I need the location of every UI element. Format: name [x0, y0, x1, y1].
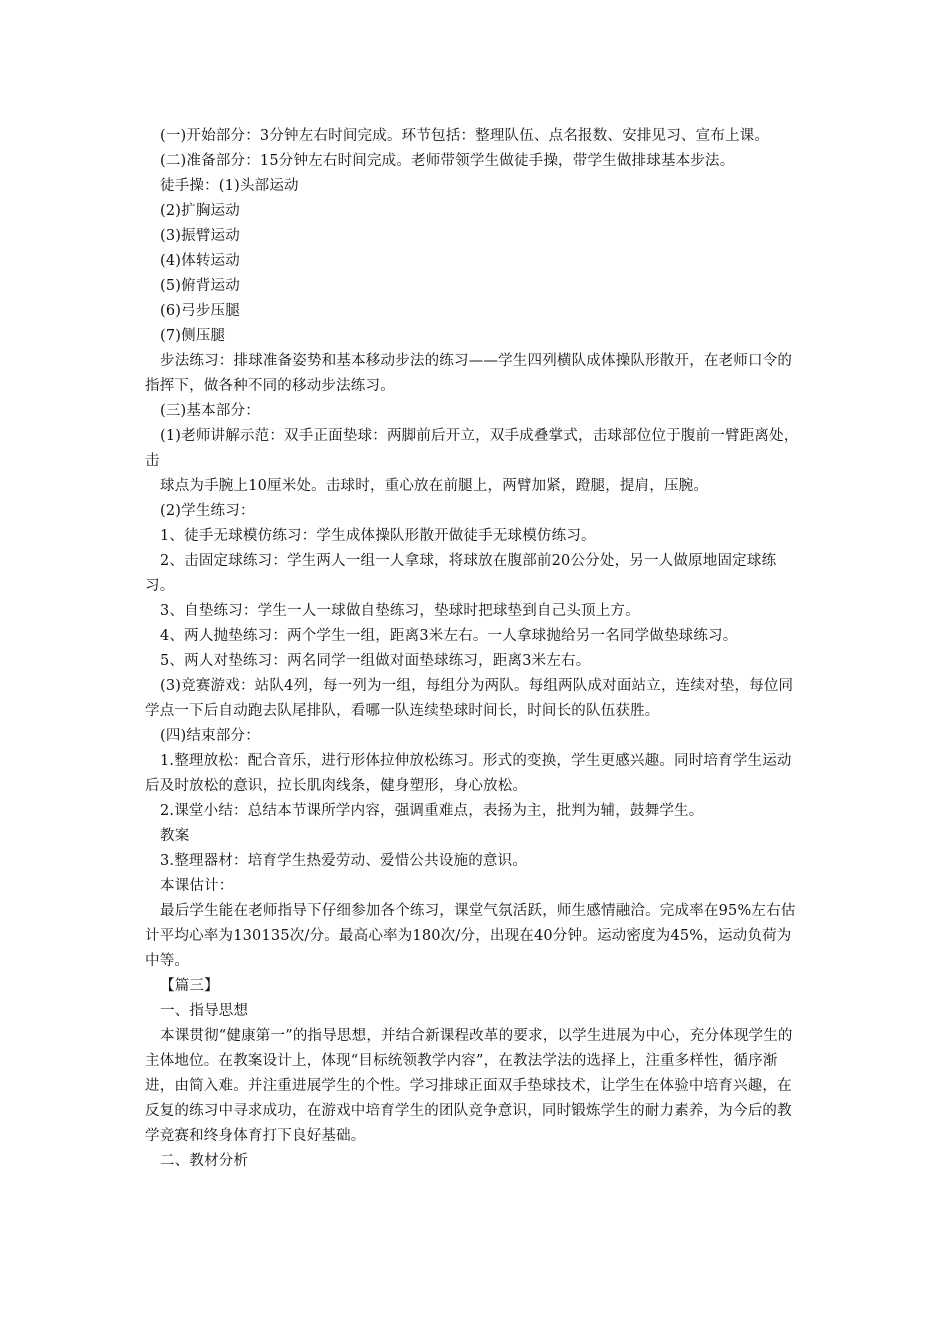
paragraph-competition-game: (3)竞赛游戏：站队4列，每一列为一组，每组分为两队。每组两队成对面站立，连续对垫，每位同学点一下后自动跑去队尾排队，看哪一队连续垫球时间长，时间长的队伍获胜。: [145, 678, 794, 719]
paragraph-equipment: 3.整理器材：培育学生热爱劳动、爱惜公共设施的意识。: [160, 853, 528, 869]
section-heading-part-three: 【篇三】: [160, 978, 219, 994]
paragraph-calisthenics-7: (7)侧压腿: [160, 328, 226, 344]
paragraph-calisthenics-5: (5)俯背运动: [160, 278, 240, 294]
paragraph-summary: 2.课堂小结：总结本节课所学内容，强调重难点，表扬为主，批判为辅，鼓舞学生。: [160, 803, 704, 819]
paragraph-estimate-heading: 本课估计：: [160, 878, 234, 894]
paragraph-guiding-thought: 本课贯彻“健康第一”的指导思想，并结合新课程改革的要求，以学生进展为中心，充分体现学生的主体地位。在教案设计上，体现“目标统领教学内容”，在教法学法的选择上，注重多样性，循序渐进，由简入难。并注重进展学生的个性。学习排球正面双手垫球技术，让学生在体验中培育兴趣，在反复的练习中寻求成功，在游戏中培育学生的团队竞争意识，同时锻炼学生的耐力素养，为今后的教学竞赛和终身体育打下良好基础。: [145, 1028, 793, 1144]
paragraph-calisthenics-6: (6)弓步压腿: [160, 303, 240, 319]
paragraph-student-practice: (2)学生练习：: [160, 503, 255, 519]
paragraph-cooldown: 1.整理放松：配合音乐，进行形体拉伸放松练习。形式的变换，学生更感兴趣。同时培育学生运动后及时放松的意识，拉长肌肉线条，健身塑形，身心放松。: [145, 753, 792, 794]
paragraph-teacher-demo: (1)老师讲解示范：双手正面垫球：两脚前后开立，双手成叠掌式，击球部位位于腹前一臂距离处，击: [145, 428, 799, 469]
paragraph-footwork-practice: 步法练习：排球准备姿势和基本移动步法的练习——学生四列横队成体操队形散开，在老师口令的指挥下，做各种不同的移动步法练习。: [145, 353, 793, 394]
paragraph-warmup-section: (二)准备部分：15分钟左右时间完成。老师带领学生做徒手操，带学生做排球基本步法。: [160, 153, 735, 169]
document-body: [145, 124, 805, 1174]
section-heading-guiding-thought: 一、指导思想: [160, 1003, 249, 1019]
paragraph-calisthenics-3: (3)振臂运动: [160, 228, 240, 244]
paragraph-lesson-plan: 教案: [160, 828, 190, 844]
paragraph-practice-5: 5、两人对垫练习：两名同学一组做对面垫球练习，距离3米左右。: [160, 653, 591, 669]
paragraph-opening-section: (一)开始部分：3分钟左右时间完成。环节包括：整理队伍、点名报数、安排见习、宣布上课。: [160, 128, 770, 144]
paragraph-ending-section: (四)结束部分：: [160, 728, 260, 744]
section-heading-material-analysis: 二、教材分析: [160, 1153, 249, 1169]
paragraph-hit-point: 球点为手腕上10厘米处。击球时，重心放在前腿上，两臂加紧，蹬腿，提肩，压腕。: [160, 478, 709, 494]
paragraph-practice-1: 1、徒手无球模仿练习：学生成体操队形散开做徒手无球模仿练习。: [160, 528, 596, 544]
paragraph-calisthenics-4: (4)体转运动: [160, 253, 240, 269]
paragraph-estimate-body: 最后学生能在老师指导下仔细参加各个练习，课堂气氛活跃，师生感情融洽。完成率在95%左右估计平均心率为130135次/分。最高心率为180次/分，出现在40分钟。运动密度为45%，运动负荷为中等。: [145, 903, 796, 969]
paragraph-practice-2: 2、击固定球练习：学生两人一组一人拿球，将球放在腹部前20公分处，另一人做原地固定球练习。: [145, 553, 777, 594]
paragraph-practice-4: 4、两人抛垫练习：两个学生一组，距离3米左右。一人拿球抛给另一名同学做垫球练习。: [160, 628, 738, 644]
paragraph-calisthenics-1: 徒手操：(1)头部运动: [160, 178, 299, 194]
paragraph-calisthenics-2: (2)扩胸运动: [160, 203, 240, 219]
paragraph-practice-3: 3、自垫练习：学生一人一球做自垫练习，垫球时把球垫到自己头顶上方。: [160, 603, 640, 619]
paragraph-basic-section: (三)基本部分：: [160, 403, 260, 419]
